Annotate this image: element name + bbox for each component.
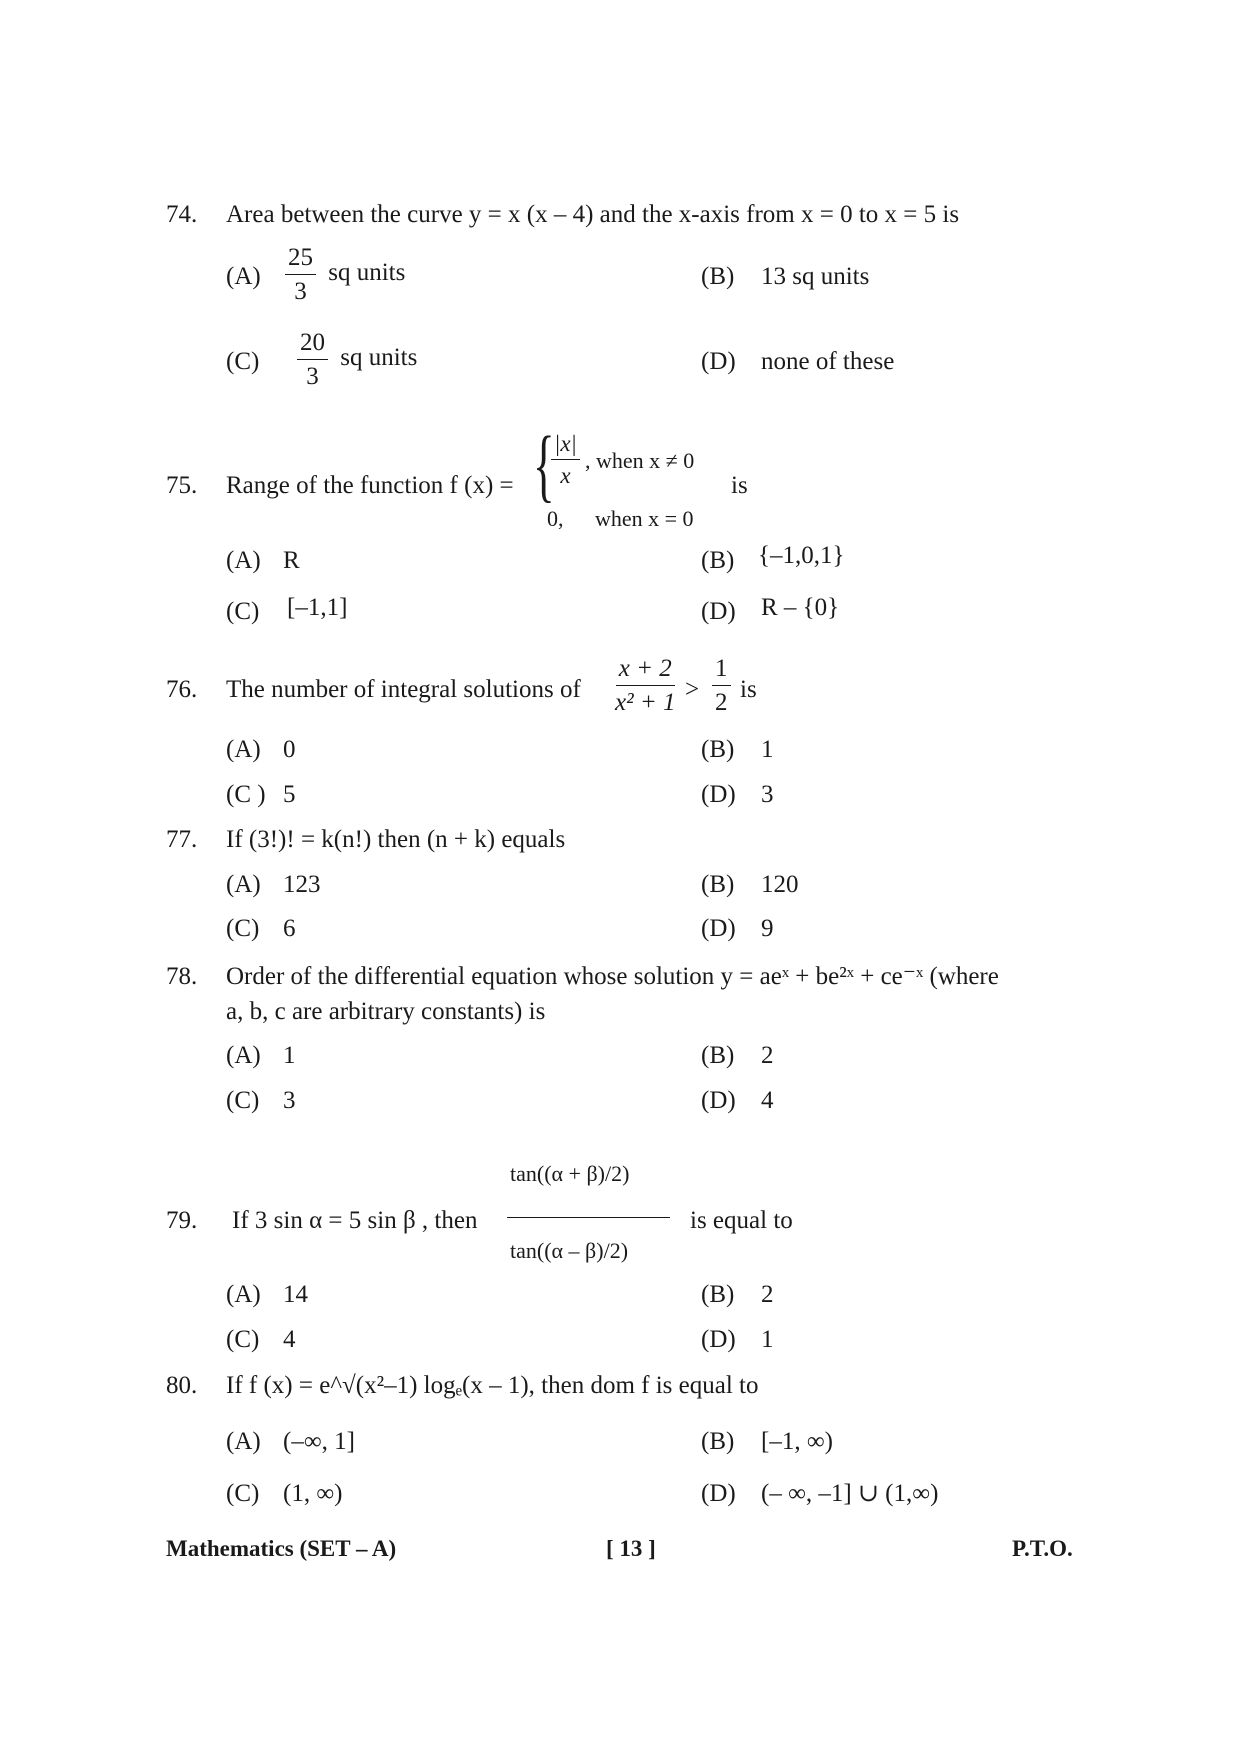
question-text: Area between the curve y = x (x – 4) and the x-axis from x = 0 to x = 5 is (226, 201, 960, 228)
option-d-value: none of these (761, 348, 895, 375)
case-1-condition: , when x ≠ 0 (585, 448, 695, 473)
question-text: If f (x) = e^√(x²–1) logₑ(x – 1), then dom f is equal to (226, 1372, 759, 1399)
option-c-value: (1, ∞) (283, 1480, 343, 1507)
option-b-value: 2 (761, 1281, 774, 1308)
option-c-label: (C) (226, 1326, 260, 1353)
option-a-label: (A) (226, 1428, 261, 1455)
option-a-label: (A) (226, 263, 261, 290)
option-b-value: 13 sq units (761, 263, 870, 290)
option-b-label: (B) (701, 1428, 735, 1455)
question-tail: is (740, 676, 757, 703)
option-d-value: (– ∞, –1] ∪ (1,∞) (761, 1480, 939, 1507)
option-a-label: (A) (226, 547, 261, 574)
page-number: [ 13 ] (606, 1536, 656, 1561)
question-number: 74. (166, 201, 198, 228)
option-a-value: 1 (283, 1042, 296, 1069)
question-number: 75. (166, 472, 198, 499)
option-c-label: (C) (226, 1480, 260, 1507)
fraction: $\frac{|x|}{x}$ (551, 432, 580, 487)
question-text-line-1: Order of the differential equation whose solution y = aeˣ + be²ˣ + ce⁻ˣ (where (226, 963, 999, 990)
option-a-value: 0 (283, 736, 296, 763)
option-c-label: (C) (226, 915, 260, 942)
option-b-label: (B) (701, 871, 735, 898)
question-tail: is (731, 472, 748, 499)
option-d-label: (D) (701, 598, 736, 625)
left-brace: { (533, 419, 555, 510)
option-c-value: 4 (283, 1326, 296, 1353)
question-number: 76. (166, 676, 198, 703)
question-number: 80. (166, 1372, 198, 1399)
option-c-value: $\frac{20}{3}$ sq units (297, 330, 417, 389)
option-d-value: 3 (761, 781, 774, 808)
question-text: The number of integral solutions of (226, 676, 581, 703)
option-b-value: [–1, ∞) (761, 1428, 833, 1455)
option-d-value: 9 (761, 915, 774, 942)
inequality-sign: > (685, 676, 700, 703)
option-a-label: (A) (226, 1042, 261, 1069)
question-text-line-2: a, b, c are arbitrary constants) is (226, 998, 546, 1025)
question-text: If 3 sin α = 5 sin β , then (232, 1207, 478, 1234)
option-d-value: R – {0} (761, 594, 840, 621)
question-text: If (3!)! = k(n!) then (n + k) equals (226, 826, 566, 853)
option-c-label: (C) (226, 348, 260, 375)
option-c-label: (C) (226, 598, 260, 625)
option-b-value: {–1,0,1} (758, 542, 845, 569)
option-b-label: (B) (701, 1281, 735, 1308)
option-c-label: (C) (226, 1087, 260, 1114)
option-a-label: (A) (226, 1281, 261, 1308)
option-a-value: 123 (283, 871, 321, 898)
option-c-value: 5 (283, 781, 296, 808)
question-number: 79. (166, 1207, 198, 1234)
option-c-value: 3 (283, 1087, 296, 1114)
option-b-label: (B) (701, 736, 735, 763)
option-b-value: 2 (761, 1042, 774, 1069)
option-c-value: 6 (283, 915, 296, 942)
fraction-left (612, 656, 678, 715)
footer-pto: P.T.O. (1012, 1536, 1073, 1561)
option-d-label: (D) (701, 1087, 736, 1114)
option-d-label: (D) (701, 915, 736, 942)
option-b-label: (B) (701, 1042, 735, 1069)
case-2-condition: when x = 0 (595, 506, 694, 531)
option-d-label: (D) (701, 348, 736, 375)
option-a-label: (A) (226, 736, 261, 763)
option-d-value: 1 (761, 1326, 774, 1353)
ratio-numerator: tan((α + β)/2) (510, 1161, 630, 1186)
option-a-value: $\frac{25}{3}$ sq units (285, 245, 405, 304)
option-b-value: 1 (761, 736, 774, 763)
ratio-denominator: tan((α – β)/2) (510, 1238, 629, 1263)
option-b-value: 120 (761, 871, 799, 898)
option-b-label: (B) (701, 547, 735, 574)
fraction: $\frac{x + 2}{\text{x² + 1}}$ (615, 655, 676, 716)
option-d-value: 4 (761, 1087, 774, 1114)
option-a-value: (–∞, 1] (283, 1428, 355, 1455)
fraction: $\frac{1}{2}$ (712, 656, 731, 715)
footer-subject: Mathematics (SET – A) (166, 1536, 397, 1561)
option-c-label: (C ) (226, 781, 266, 808)
option-d-label: (D) (701, 1326, 736, 1353)
option-c-value: [–1,1] (287, 594, 348, 621)
ratio-bar (507, 1217, 670, 1218)
fraction-right (712, 656, 731, 715)
question-number: 77. (166, 826, 198, 853)
case-2-value: 0, (547, 506, 564, 531)
option-a-value: 14 (283, 1281, 308, 1308)
option-a-label: (A) (226, 871, 261, 898)
question-text: Range of the function f (x) = (226, 472, 514, 499)
piecewise-case-1 (551, 432, 580, 487)
option-d-label: (D) (701, 1480, 736, 1507)
fraction: $\frac{25}{3}$ (285, 245, 316, 304)
question-number: 78. (166, 963, 198, 990)
question-tail: is equal to (690, 1207, 793, 1234)
option-a-value: R (283, 547, 300, 574)
option-d-label: (D) (701, 781, 736, 808)
fraction: $\frac{20}{3}$ (297, 330, 328, 389)
option-b-label: (B) (701, 263, 735, 290)
